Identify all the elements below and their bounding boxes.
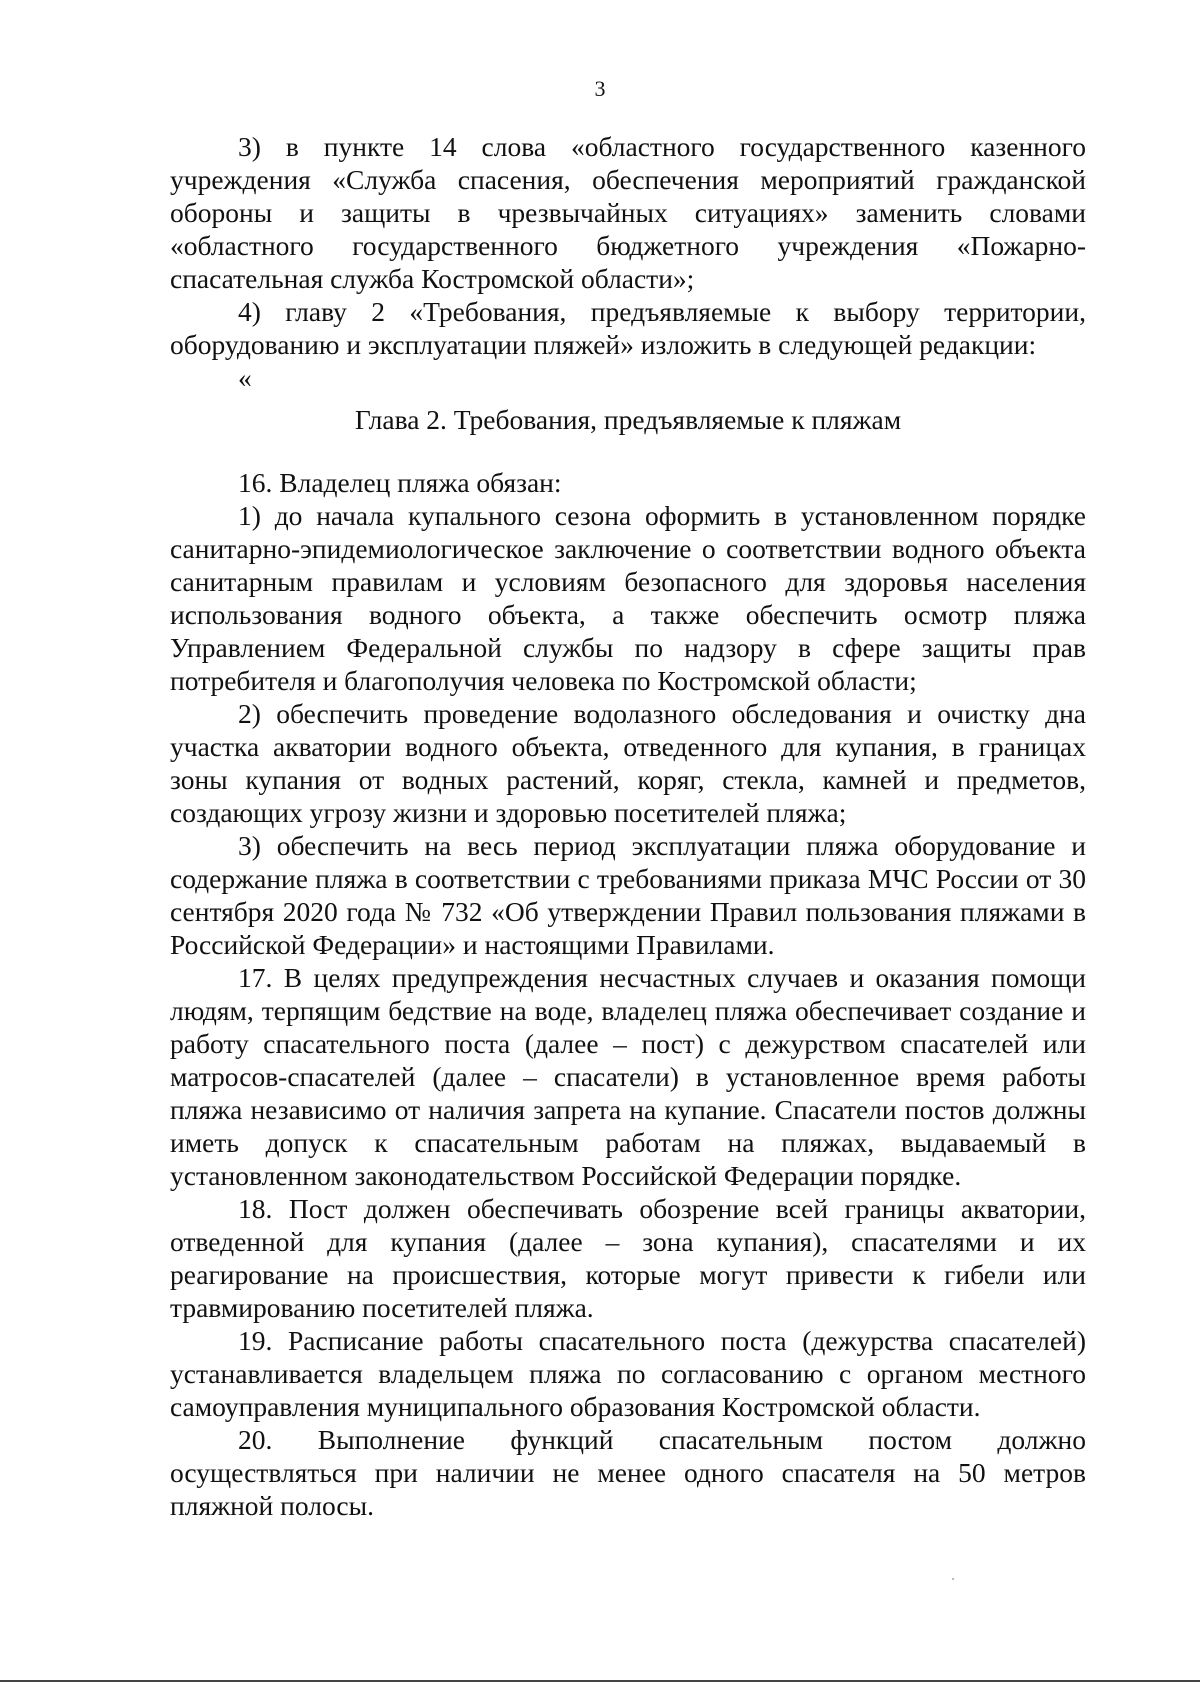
bottom-edge-line (0, 1680, 1200, 1682)
paragraph-16-item-1: 1) до начала купального сезона оформить в установленном порядке санитарно-эпидемиологическое заключение о соответствии водного объекта санитарным правилам и условиям безопасного для здоровья населения использования водного объекта, а также обеспечить осмотр пляжа Управлением Федеральной службы по надзору в сфере защиты прав потребителя и благополучия человека по Костромской области; (170, 500, 1086, 696)
paragraph-19: 19. Расписание работы спасательного поста (дежурства спасателей) устанавливается владельцем пляжа по согласованию с органом местного самоуправления муниципального образования Костромской области. (170, 1325, 1086, 1422)
paragraph-18: 18. Пост должен обеспечивать обозрение всей границы акватории, отведенной для купания (далее – зона купания), спасателями и их реагирование на происшествия, которые могут привести к гибели или травмированию посетителей пляжа. (170, 1193, 1086, 1323)
paragraph-16-item-2: 2) обеспечить проведение водолазного обследования и очистку дна участка акватории водного объекта, отведенного для купания, в границах зоны купания от водных растений, коряг, стекла, камней и предметов, создающих угрозу жизни и здоровью посетителей пляжа; (170, 698, 1086, 828)
scan-speck (952, 1578, 954, 1580)
paragraph-17: 17. В целях предупреждения несчастных случаев и оказания помощи людям, терпящим бедствие на воде, владелец пляжа обеспечивает создание и работу спасательного поста (далее – пост) с дежурством спасателей или матросов-спасателей (далее – спасатели) в установленное время работы пляжа независимо от наличия запрета на купание. Спасатели постов должны иметь допуск к спасательным работам на пляжах, выдаваемый в установленном законодательством Российской Федерации порядке. (170, 962, 1086, 1191)
page-number: 3 (594, 76, 606, 101)
paragraph-16-item-3: 3) обеспечить на весь период эксплуатации пляжа оборудование и содержание пляжа в соответствии с требованиями приказа МЧС России от 30 сентября 2020 года № 732 «Об утверждении Правил пользования пляжами в Российской Федерации» и настоящими Правилами. (170, 830, 1086, 960)
opening-quote-mark: « (238, 362, 252, 393)
document-body (170, 130, 1086, 1522)
paragraph-item-4: 4) главу 2 «Требования, предъявляемые к выбору территории, оборудованию и эксплуатации пляжей» изложить в следующей редакции: (170, 296, 1086, 360)
paragraph-16: 16. Владелец пляжа обязан: (238, 467, 562, 498)
paragraph-20: 20. Выполнение функций спасательным постом должно осуществляться при наличии не менее одного спасателя на 50 метров пляжной полосы. (170, 1424, 1086, 1521)
paragraph-item-3: 3) в пункте 14 слова «областного государственного казенного учреждения «Служба спасения, обеспечения мероприятий гражданской обороны и защиты в чрезвычайных ситуациях» заменить словами «областного государственного бюджетного учреждения «Пожарно-спасательная служба Костромской области»; (170, 131, 1086, 294)
chapter-title: Глава 2. Требования, предъявляемые к пляжам (354, 404, 902, 435)
